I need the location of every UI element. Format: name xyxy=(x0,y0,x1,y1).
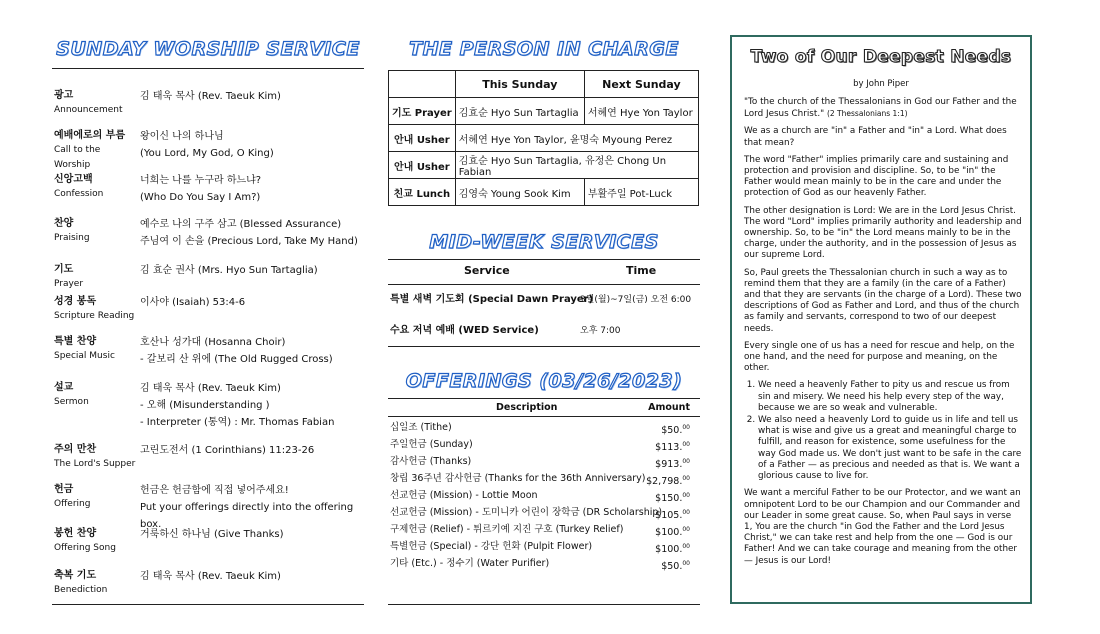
offering-description: 선교헌금 (Mission) - 도미니카 어린이 장학금 (DR Scholarship) xyxy=(390,507,663,518)
detail-line: 김 태욱 목사 (Rev. Taeuk Kim) xyxy=(140,91,281,102)
worship-item-korean: 찬양 xyxy=(54,218,74,229)
worship-item-detail xyxy=(140,294,364,311)
table-row xyxy=(388,436,698,453)
worship-top-rule xyxy=(52,68,364,69)
midweek-title: MID-WEEK SERVICES xyxy=(429,231,659,253)
detail-line: - 갈보리 산 위에 (The Old Rugged Cross) xyxy=(140,354,333,365)
article-paragraph: We want a merciful Father to be our Protector, and we want an omnipotent Lord to be our Champion and our Commander and our Leader in some great cause. So, when Paul says in verse 1, You are the church "in God the Father and the Lord Jesus Christ," we can take rest and help from the one — God is our Father! And we can take courage and meaning from the other — Jesus is our Lord! xyxy=(744,488,1021,566)
table-row xyxy=(388,555,698,572)
offering-description: 창립 36주년 감사헌금 (Thanks for the 36th Anniversary) xyxy=(390,473,646,484)
worship-item-label xyxy=(54,568,139,598)
worship-item-english: The Lord's Supper xyxy=(54,459,136,469)
worship-item-detail xyxy=(140,380,364,431)
worship-item-korean: 축복 기도 xyxy=(54,570,97,581)
worship-item-label xyxy=(54,172,139,202)
table-header-row xyxy=(389,71,699,98)
table-row xyxy=(388,419,698,436)
table-row xyxy=(389,152,699,179)
worship-item-korean: 주의 만찬 xyxy=(54,444,97,455)
article-title: Two of Our Deepest Needs xyxy=(750,47,1012,67)
description-header: Description xyxy=(496,402,558,413)
worship-item-label xyxy=(54,334,139,364)
service-header: Service xyxy=(464,264,510,277)
table-row xyxy=(388,470,698,487)
amount-dollars: $105. xyxy=(655,510,683,522)
worship-item-label xyxy=(54,482,139,512)
worship-item-english: Scripture Reading xyxy=(54,311,135,321)
article-quote: "To the church of the Thessalonians in God our Father and the Lord Jesus Christ." (2 Thessalonians 1:1) xyxy=(744,97,1017,120)
article-paragraph: The other designation is Lord: We are in the Lord Jesus Christ. The word "Lord" implies primarily authority and leadership and ownership. So, to be "in" the Lord means mainly to be in the charge, under the authority, and in the possession of Jesus as our supreme Lord. xyxy=(744,205,1022,261)
this-cell: 김효순 Hyo Sun Tartaglia, 유정은 Chong Un Fabian xyxy=(455,152,698,179)
article-body xyxy=(744,97,1022,573)
table-row xyxy=(388,319,700,343)
worship-section xyxy=(52,36,364,595)
amount-dollars: $100. xyxy=(655,527,683,539)
worship-item-korean: 특별 찬양 xyxy=(54,336,97,347)
worship-item-label xyxy=(54,128,139,173)
detail-line: 너희는 나를 누구라 하느냐? xyxy=(140,175,262,186)
quote-reference: (2 Thessalonians 1:1) xyxy=(826,109,908,119)
worship-item-detail xyxy=(140,568,364,585)
table-row xyxy=(389,125,699,152)
detail-line: 이사야 (Isaiah) 53:4-6 xyxy=(140,297,246,308)
worship-item-korean: 봉헌 찬양 xyxy=(54,528,97,539)
amount-dollars: $2,798. xyxy=(646,476,683,488)
amount-cents: 00 xyxy=(682,424,690,431)
article-paragraph: So, Paul greets the Thessalonian church in such a way as to remind them that they are a family (in the care of a Father) and that they are servants (in the charge of a Lord). These two descriptions of God as Father and Lord, and thus of the church as family and servants, correspond to two of our deepest needs. xyxy=(744,267,1022,334)
amount-cents: 00 xyxy=(682,441,690,448)
worship-item-label xyxy=(54,262,139,292)
offering-description: 기타 (Etc.) - 정수기 (Water Purifier) xyxy=(390,558,550,569)
detail-line: 헌금은 헌금함에 직접 넣어주세요! xyxy=(140,485,289,496)
list-item: 1. We need a heavenly Father to pity us and rescue us from sin and misery. We need his help every step of the way, because we are so weak and vulnerable. xyxy=(758,380,1022,414)
midweek-header xyxy=(388,259,700,285)
worship-item-label xyxy=(54,380,139,410)
next-cell: 부활주일 Pot-Luck xyxy=(584,179,698,206)
detail-line: 왕이신 나의 하나님 xyxy=(140,131,224,142)
this-cell: 김영숙 Young Sook Kim xyxy=(455,179,584,206)
worship-bottom-rule xyxy=(52,604,364,605)
table-row xyxy=(388,288,700,312)
amount-dollars: $100. xyxy=(655,544,683,556)
person-in-charge-table xyxy=(388,70,699,206)
worship-item-english: Prayer xyxy=(54,279,84,289)
worship-item-korean: 설교 xyxy=(54,382,74,393)
offering-description: 감사헌금 (Thanks) xyxy=(390,456,472,467)
worship-item-detail xyxy=(140,128,364,162)
worship-item-korean: 신앙고백 xyxy=(54,174,93,185)
table-row xyxy=(388,538,698,555)
offerings-bottom-rule xyxy=(388,604,700,605)
amount-dollars: $50. xyxy=(661,561,683,573)
detail-line: Put your offerings directly into the offering box. xyxy=(140,502,354,530)
worship-item-english: Praising xyxy=(54,233,90,243)
offering-description: 십일조 (Tithe) xyxy=(390,422,452,433)
role-cell: 안내 Usher xyxy=(389,152,456,179)
role-cell: 친교 Lunch xyxy=(389,179,456,206)
worship-item-english: Call to the Worship xyxy=(54,145,101,170)
worship-item-detail xyxy=(140,334,364,368)
worship-item-label xyxy=(54,442,139,472)
table-row xyxy=(388,487,698,504)
list-item: 2. We also need a heavenly Lord to guide us in life and tell us what is wise and give us a great and meaningful charge to fulfill, and reason for existence, some usefulness for the way God made us. We don't just want to be safe in the care of a Father — as precious and needed as that is. We want a glorious cause to live for. xyxy=(758,415,1022,482)
amount-cents: 00 xyxy=(682,543,690,550)
next-cell: 서혜연 Hye Yon Taylor xyxy=(584,98,698,125)
offerings-title: OFFERINGS (03/26/2023) xyxy=(405,370,683,392)
amount-header: Amount xyxy=(648,402,690,413)
detail-line: 김 태욱 목사 (Rev. Taeuk Kim) xyxy=(140,571,281,582)
detail-line: (You Lord, My God, O King) xyxy=(140,148,274,159)
worship-item-english: Sermon xyxy=(54,397,89,407)
worship-item-korean: 광고 xyxy=(54,90,74,101)
amount-dollars: $150. xyxy=(655,493,683,505)
article-box xyxy=(730,35,1032,604)
middle-column xyxy=(388,36,700,573)
worship-item-korean: 헌금 xyxy=(54,484,74,495)
role-cell: 안내 Usher xyxy=(389,125,456,152)
next-sunday-header: Next Sunday xyxy=(584,71,698,98)
detail-line: (Who Do You Say I Am?) xyxy=(140,192,261,203)
detail-line: 김 태욱 목사 (Rev. Taeuk Kim) xyxy=(140,383,281,394)
worship-item-detail xyxy=(140,172,364,206)
detail-line: 호산나 성가대 (Hosanna Choir) xyxy=(140,337,286,348)
role-cell: 기도 Prayer xyxy=(389,98,456,125)
amount-cents: 00 xyxy=(682,458,690,465)
worship-item-detail xyxy=(140,262,364,279)
worship-item-english: Benediction xyxy=(54,585,108,595)
worship-item-english: Special Music xyxy=(54,351,115,361)
table-row xyxy=(389,179,699,206)
table-row xyxy=(388,504,698,521)
detail-line: 예수로 나의 구주 삼고 (Blessed Assurance) xyxy=(140,219,342,230)
worship-item-detail xyxy=(140,526,364,543)
service-cell: 수요 저녁 예배 (WED Service) xyxy=(390,325,539,336)
time-cell: 3일(월)~7일(금) 오전 6:00 xyxy=(580,295,692,305)
amount-cents: 00 xyxy=(682,526,690,533)
this-sunday-header: This Sunday xyxy=(455,71,584,98)
amount-cents: 00 xyxy=(682,492,690,499)
table-row xyxy=(389,98,699,125)
detail-line: 고린도전서 (1 Corinthians) 11:23-26 xyxy=(140,445,315,456)
needs-list xyxy=(744,380,1022,482)
worship-item-label xyxy=(54,526,139,556)
amount-cents: 00 xyxy=(682,509,690,516)
table-row xyxy=(388,521,698,538)
detail-line: 거룩하신 하나님 (Give Thanks) xyxy=(140,529,284,540)
worship-item-detail xyxy=(140,442,364,459)
worship-item-korean: 기도 xyxy=(54,264,74,275)
worship-item-detail xyxy=(140,216,364,250)
article-paragraph: Every single one of us has a need for rescue and help, on the one hand, and the need for purpose and meaning, on the other. xyxy=(744,340,1015,374)
amount-dollars: $113. xyxy=(655,442,683,454)
worship-item-english: Offering Song xyxy=(54,543,116,553)
worship-item-english: Confession xyxy=(54,189,104,199)
offerings-header xyxy=(388,399,698,416)
amount-dollars: $913. xyxy=(655,459,683,471)
offering-amount xyxy=(661,555,690,575)
this-cell: 서혜연 Hye Yon Taylor, 윤명숙 Myoung Perez xyxy=(455,125,698,152)
worship-item-label xyxy=(54,88,139,118)
midweek-bottom-rule xyxy=(388,346,700,347)
service-cell: 특별 새벽 기도회 (Special Dawn Prayer) xyxy=(390,294,594,305)
worship-item-detail xyxy=(140,88,364,105)
amount-cents: 00 xyxy=(682,560,690,567)
offering-description: 구제헌금 (Relief) - 튀르키예 지진 구호 (Turkey Relief) xyxy=(390,524,624,535)
amount-cents: 00 xyxy=(682,475,690,482)
offering-description: 선교헌금 (Mission) - Lottie Moon xyxy=(390,490,538,501)
worship-title: SUNDAY WORSHIP SERVICE xyxy=(56,38,360,60)
worship-item-label xyxy=(54,216,139,246)
offering-description: 특별헌금 (Special) - 강단 헌화 (Pulpit Flower) xyxy=(390,541,593,552)
time-header: Time xyxy=(626,264,657,277)
worship-item-label xyxy=(54,294,139,324)
article-byline: by John Piper xyxy=(853,79,909,89)
amount-dollars: $50. xyxy=(661,425,683,437)
article-paragraph: We as a church are "in" a Father and "in" a Lord. What does that mean? xyxy=(744,126,1007,148)
table-row xyxy=(388,453,698,470)
worship-item-english: Offering xyxy=(54,499,91,509)
this-cell: 김효순 Hyo Sun Tartaglia xyxy=(455,98,584,125)
time-cell: 오후 7:00 xyxy=(580,326,621,336)
offering-description: 주일헌금 (Sunday) xyxy=(390,439,473,450)
worship-item-korean: 성경 봉독 xyxy=(54,296,97,307)
worship-item-english: Announcement xyxy=(54,105,123,115)
offerings-header-rule xyxy=(388,416,700,417)
worship-item-korean: 예배에로의 부름 xyxy=(54,130,126,141)
corner-cell xyxy=(389,71,456,98)
detail-line: - 오해 (Misunderstanding ) xyxy=(140,400,270,411)
detail-line: 주님여 이 손을 (Precious Lord, Take My Hand) xyxy=(140,236,358,247)
article-paragraph: The word "Father" implies primarily care and sustaining and protection and provision and discipline. So, to be "in" the Father would mean mainly to be in the care and under the protection of God as our heavenly Father. xyxy=(744,154,1009,199)
detail-line: - Interpreter (통역) : Mr. Thomas Fabian xyxy=(140,417,335,428)
detail-line: 김 효순 권사 (Mrs. Hyo Sun Tartaglia) xyxy=(140,265,318,276)
person-in-charge-title: THE PERSON IN CHARGE xyxy=(409,38,679,60)
